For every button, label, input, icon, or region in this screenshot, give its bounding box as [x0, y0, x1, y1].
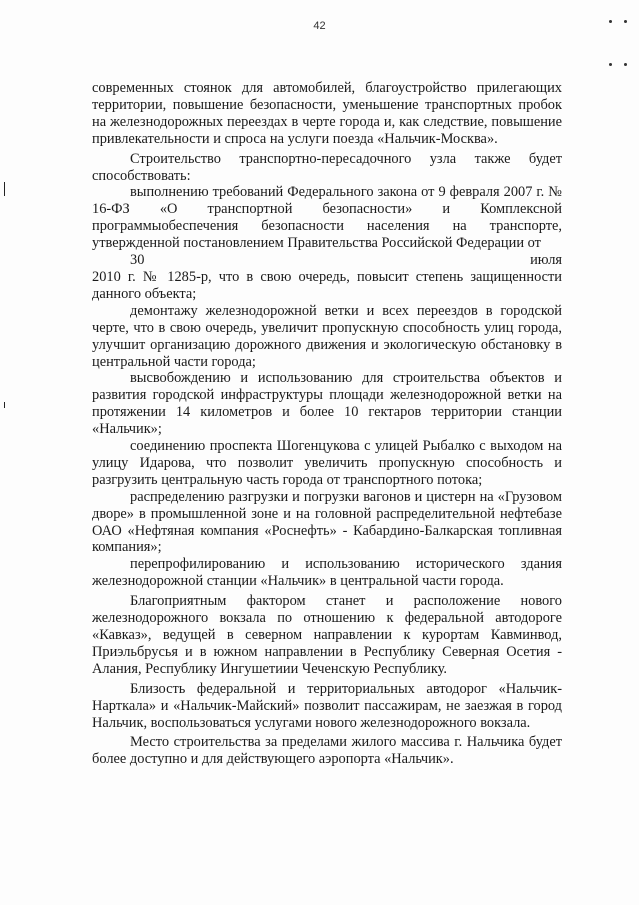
scan-edge-mark — [4, 182, 5, 196]
paragraph: Близость федеральной и территориальных автодорог «Нальчик-Нарткала» и «Нальчик-Майский» позволит пассажирам, не заезжая в город Нальчик, воспользоваться услугами нового железнодорожного вокзала. — [92, 680, 562, 731]
paragraph: Строительство транспортно-пересадочного узла также будет способствовать: — [92, 150, 562, 184]
paragraph: современных стоянок для автомобилей, благоустройство прилегающих территории, повышение безопасности, уменьшение транспортных пробок на железнодорожных переездах в черте города и, как следствие, повышение привлекательности и спроса на услуги поезда «Нальчик-Москва». — [92, 80, 562, 147]
paragraph: высвобождению и использованию для строительства объектов и развития городской инфраструктуры площади железнодорожной ветки на протяжении 14 километров и более 10 гектаров территории станции «Нальчик»; — [92, 370, 562, 438]
paragraph: 2010 г. № 1285-р, что в свою очередь, повысит степень защищенности данного объекта; — [92, 268, 562, 302]
paragraph: распределению разгрузки и погрузки вагонов и цистерн на «Грузовом дворе» в промышленной зоне и на головной распределительной нефтебазе ОАО «Нефтяная компания «Роснефть» - Кабардино-Балкарская топливная компания»; — [92, 488, 562, 556]
paragraph: демонтажу железнодорожной ветки и всех переездов в городской черте, что в свою очередь, увеличит пропускную способность улиц города, улучшит организацию дорожного движения и экологическую обстановку в центральной части города; — [92, 302, 562, 370]
scan-dot — [609, 63, 612, 66]
paragraph: соединению проспекта Шогенцукова с улицей Рыбалко с выходом на улицу Идарова, что позволит увеличить пропускную способность и разгрузить центральную часть города от транспортного потока; — [92, 438, 562, 488]
scan-dot — [624, 20, 627, 23]
paragraph: выполнению требований Федерального закона от 9 февраля 2007 г. № 16-ФЗ «О транспортной безопасности» и Комплексной программыобеспечения безопасности населения на транспорте, утвержденной постановлением Правительства Российской Федерации от — [92, 184, 562, 252]
paragraph-date-line: 30 июля — [130, 252, 562, 269]
paragraph: Благоприятным фактором станет и расположение нового железнодорожного вокзала по отношению к федеральной автодороге «Кавказ», ведущей в северном направлении к курортам Кавминвод, Приэльбрусья и в южном направлении в Республику Северная Осетия - Алания, Республику Ингушетиии Чеченскую Республику. — [92, 593, 562, 677]
page-number: 42 — [313, 20, 326, 32]
scan-dot — [624, 63, 627, 66]
paragraph: перепрофилированию и использованию исторического здания железнодорожной станции «Нальчик» в центральной части города. — [92, 556, 562, 590]
paragraph: Место строительства за пределами жилого массива г. Нальчика будет более доступно и для действующего аэропорта «Нальчик». — [92, 734, 562, 768]
scan-edge-mark — [4, 402, 5, 408]
scan-dot — [609, 20, 612, 23]
document-body — [92, 80, 562, 768]
